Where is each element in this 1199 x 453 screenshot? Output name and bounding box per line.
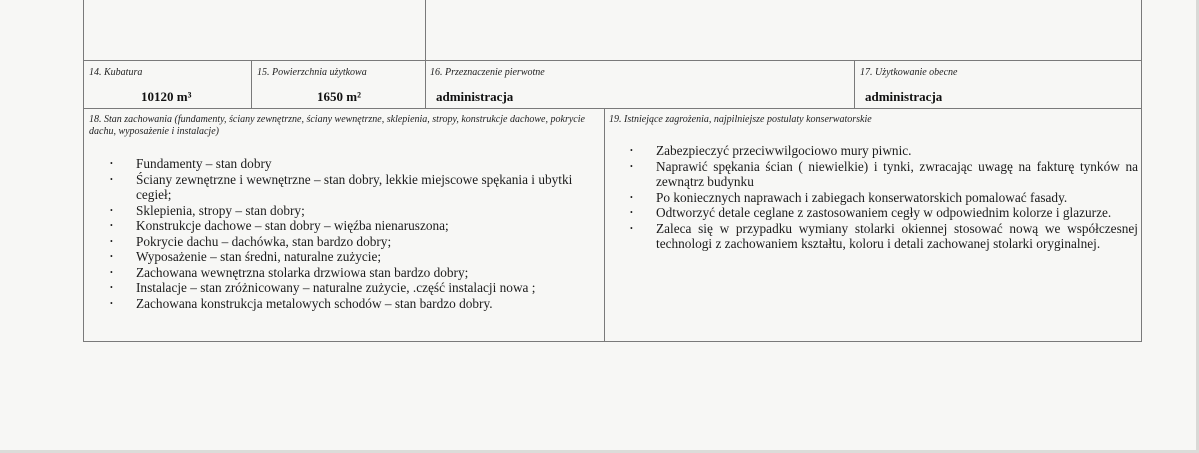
zagrozenie-item: • Po koniecznych naprawach i zabiegach konserwatorskich pomalować fasady. bbox=[630, 190, 1138, 206]
powierzchnia-value: 1650 m² bbox=[317, 89, 361, 104]
row1-right-border bbox=[1141, 60, 1142, 109]
row1-divider-3 bbox=[854, 60, 855, 109]
stan-zachowania-item: • Zachowana konstrukcja metalowych schodów – stan bardzo dobry. bbox=[110, 296, 596, 312]
top-row-divider-right bbox=[1141, 0, 1142, 60]
uzytkowanie-value: administracja bbox=[865, 89, 943, 104]
stan-zachowania-item: • Wyposażenie – stan średni, naturalne zużycie; bbox=[110, 249, 596, 265]
stan-zachowania-list bbox=[110, 156, 596, 311]
przeznaczenie-value: administracja bbox=[436, 89, 514, 104]
row2-left-border bbox=[83, 108, 84, 342]
uzytkowanie-label: 17. Użytkowanie obecne bbox=[860, 67, 958, 78]
table-top-line bbox=[83, 60, 1142, 61]
stan-zachowania-item: • Sklepienia, stropy – stan dobry; bbox=[110, 203, 596, 219]
zagrozenie-item: • Odtworzyć detale ceglane z zastosowaniem cegły w odpowiednim kolorze i glazurze. bbox=[630, 205, 1138, 221]
top-row-divider-middle bbox=[425, 0, 426, 60]
row2-right-border bbox=[1141, 108, 1142, 342]
stan-zachowania-label: 18. Stan zachowania (fundamenty, ściany zewnętrzne, ściany wewnętrzne, sklepienia, stropy, konstrukcje dachowe, pokrycie dachu, wyposażenie i instalacje) bbox=[89, 114, 585, 137]
top-row-divider-left bbox=[83, 0, 84, 60]
kubatura-label: 14. Kubatura bbox=[89, 67, 143, 78]
stan-zachowania-item: • Zachowana wewnętrzna stolarka drzwiowa stan bardzo dobry; bbox=[110, 265, 596, 281]
stan-zachowania-item: • Fundamenty – stan dobry bbox=[110, 156, 596, 172]
row-separator-line bbox=[83, 108, 1142, 109]
zagrozenie-item: • Zabezpieczyć przeciwwilgociowo mury piwnic. bbox=[630, 143, 1138, 159]
stan-zachowania-item: • Pokrycie dachu – dachówka, stan bardzo dobry; bbox=[110, 234, 596, 250]
kubatura-value: 10120 m³ bbox=[141, 89, 192, 104]
row1-divider-1 bbox=[251, 60, 252, 109]
zagrozenie-item: • Zaleca się w przypadku wymiany stolarki okiennej stosować nową we współczesnej technologi z zachowaniem kształtu, koloru i detali zachowanej stolarki oryginalnej. bbox=[630, 221, 1138, 252]
stan-zachowania-item: • Instalacje – stan zróżnicowany – naturalne zużycie, .część instalacji nowa ; bbox=[110, 280, 596, 296]
przeznaczenie-label: 16. Przeznaczenie pierwotne bbox=[430, 67, 545, 78]
row1-divider-2 bbox=[425, 60, 426, 109]
stan-zachowania-item: • Ściany zewnętrzne i wewnętrzne – stan dobry, lekkie miejscowe spękania i ubytki cegieł; bbox=[110, 172, 596, 203]
zagrozenie-item: • Naprawić spękania ścian ( niewielkie) i tynki, zwracając uwagę na fakturę tynków na zewnątrz budynku bbox=[630, 159, 1138, 190]
row1-left-border bbox=[83, 60, 84, 109]
zagrozenia-label: 19. Istniejące zagrożenia, najpilniejsze postulaty konserwatorskie bbox=[609, 114, 872, 125]
powierzchnia-label: 15. Powierzchnia użytkowa bbox=[257, 67, 367, 78]
table-bottom-line bbox=[83, 341, 1142, 342]
stan-zachowania-item: • Konstrukcje dachowe – stan dobry – więźba nienaruszona; bbox=[110, 218, 596, 234]
row2-divider bbox=[604, 108, 605, 342]
zagrozenia-list bbox=[630, 143, 1138, 252]
